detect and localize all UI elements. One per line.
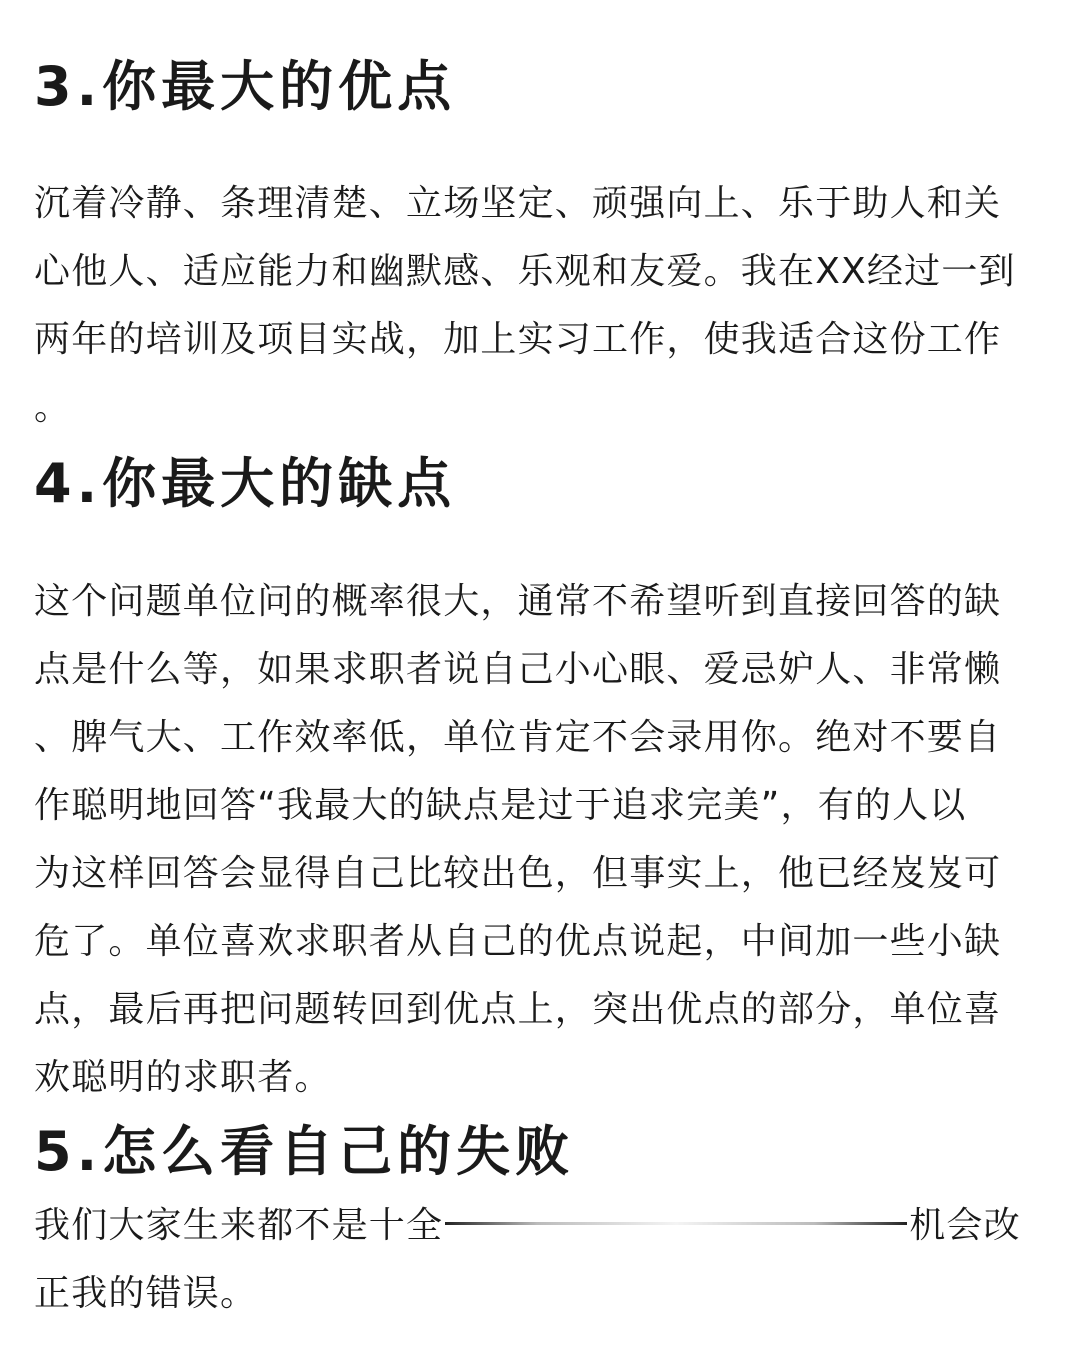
text-line: 这个问题单位问的概率很大，通常不希望听到直接回答的缺 [34,581,1002,622]
text-line: 正我的错误。 [34,1273,258,1314]
text-line: 为这样回答会显得自己比较出色，但事实上，他已经岌岌可 [34,853,1002,894]
text-line [34,1192,1044,1260]
text-line: 。 [34,387,72,428]
text-line: 作聪明地回答“我最大的缺点是过于追求完美”，有的人以 [34,785,967,826]
text-line: 点是什么等，如果求职者说自己小心眼、爱忌妒人、非常懒 [34,649,1002,690]
text-fragment: 我们大家生来都不是十全 [34,1205,444,1246]
text-line: 心他人、适应能力和幽默感、乐观和友爱。我在XX经过一到 [34,251,1016,292]
section-heading-failure: 5.怎么看自己的失败 [34,1120,575,1183]
section-heading-weaknesses: 4.你最大的缺点 [34,452,457,515]
section-body-strengths [34,170,1044,442]
section-body-failure [34,1192,1044,1328]
text-line: 沉着冷静、条理清楚、立场坚定、顽强向上、乐于助人和关 [34,183,1002,224]
text-line: 点，最后再把问题转回到优点上，突出优点的部分，单位喜 [34,989,1002,1030]
text-line: 欢聪明的求职者。 [34,1057,332,1098]
text-fragment: 机会改 [909,1205,1021,1246]
text-line: 危了。单位喜欢求职者从自己的优点说起，中间加一些小缺 [34,921,1002,962]
section-heading-strengths: 3.你最大的优点 [34,55,457,118]
text-line: 、脾气大、工作效率低，单位肯定不会录用你。绝对不要自 [34,717,1002,758]
text-line: 两年的培训及项目实战，加上实习工作，使我适合这份工作 [34,319,1002,360]
section-body-weaknesses [34,568,1044,1112]
redaction-bar [445,1222,907,1225]
